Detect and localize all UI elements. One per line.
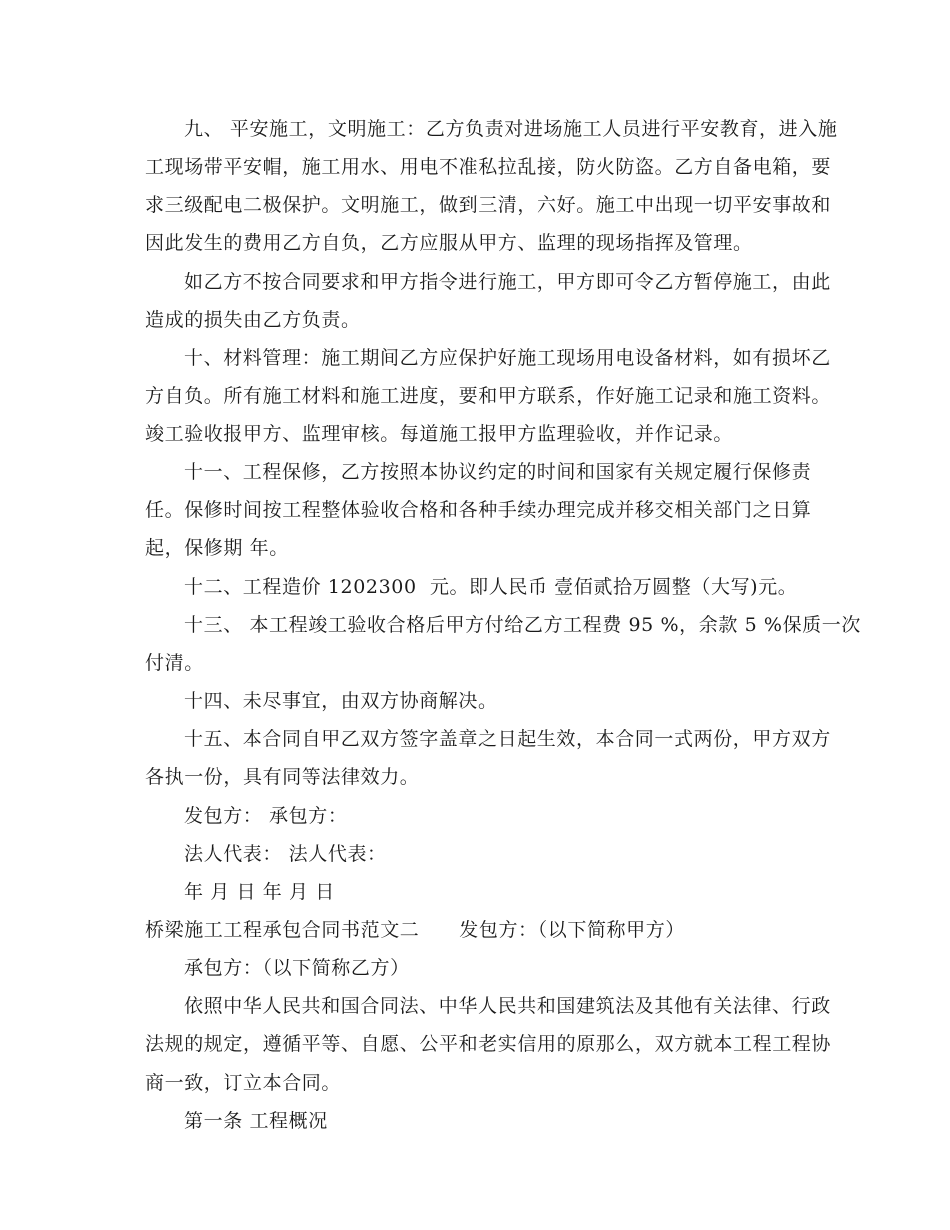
clause-9-line-1: 九、 平安施工，文明施工：乙方负责对进场施工人员进行平安教育，进入施 [184,118,838,140]
preamble-line-1: 依照中华人民共和国合同法、中华人民共和国建筑法及其他有关法律、行政 [184,995,831,1017]
signature-parties: 发包方： 承包方： [184,805,348,827]
clause-10-line-3: 竣工验收报甲方、监理审核。每道施工报甲方监理验收，并作记录。 [145,423,734,445]
noncompliance-line-2: 造成的损失由乙方负责。 [145,309,361,331]
preamble-line-3: 商一致，订立本合同。 [145,1072,342,1094]
clause-13-line-2: 付清。 [145,652,204,674]
clause-9-line-4: 因此发生的费用乙方自负，乙方应服从甲方、监理的现场指挥及管理。 [145,232,753,254]
contractor-party: 承包方：（以下简称乙方） [184,957,410,979]
clause-9-line-3: 求三级配电二极保护。文明施工，做到三清，六好。施工中出现一切平安事故和 [145,194,832,216]
signature-dates: 年 月 日 年 月 日 [184,881,335,903]
clause-15-line-1: 十五、本合同自甲乙双方签字盖章之日起生效，本合同一式两份，甲方双方 [184,728,831,750]
clause-12-line-1: 十二、工程造价 1202300 元。即人民币 壹佰贰拾万圆整（大写)元。 [184,576,798,598]
clause-11-line-3: 起，保修期 年。 [145,537,289,559]
article-1-heading: 第一条 工程概况 [184,1110,328,1132]
clause-10-line-1: 十、材料管理：施工期间乙方应保护好施工现场用电设备材料，如有损坏乙 [184,347,831,369]
clause-13-line-1: 十三、 本工程竣工验收合格后甲方付给乙方工程费 95 %，余款 5 %保质一次 [184,614,861,636]
clause-10-line-2: 方自负。所有施工材料和施工进度，要和甲方联系，作好施工记录和施工资料。 [145,385,832,407]
clause-11-line-2: 任。保修时间按工程整体验收合格和各种手续办理完成并移交相关部门之日算 [145,499,812,521]
noncompliance-line-1: 如乙方不按合同要求和甲方指令进行施工，甲方即可令乙方暂停施工，由此 [184,271,831,293]
preamble-line-2: 法规的规定，遵循平等、自愿、公平和老实信用的原那么，双方就本工程工程协 [145,1033,832,1055]
signature-representatives: 法人代表： 法人代表： [184,843,387,865]
clause-9-line-2: 工现场带平安帽，施工用水、用电不准私拉乱接，防火防盗。乙方自备电箱，要 [145,156,832,178]
sample-two-title: 桥梁施工工程承包合同书范文二 发包方：（以下简称甲方） [145,919,685,941]
clause-11-line-1: 十一、工程保修，乙方按照本协议约定的时间和国家有关规定履行保修责 [184,461,812,483]
clause-15-line-2: 各执一份，具有同等法律效力。 [145,766,420,788]
clause-14-line-1: 十四、未尽事宜，由双方协商解决。 [184,690,498,712]
